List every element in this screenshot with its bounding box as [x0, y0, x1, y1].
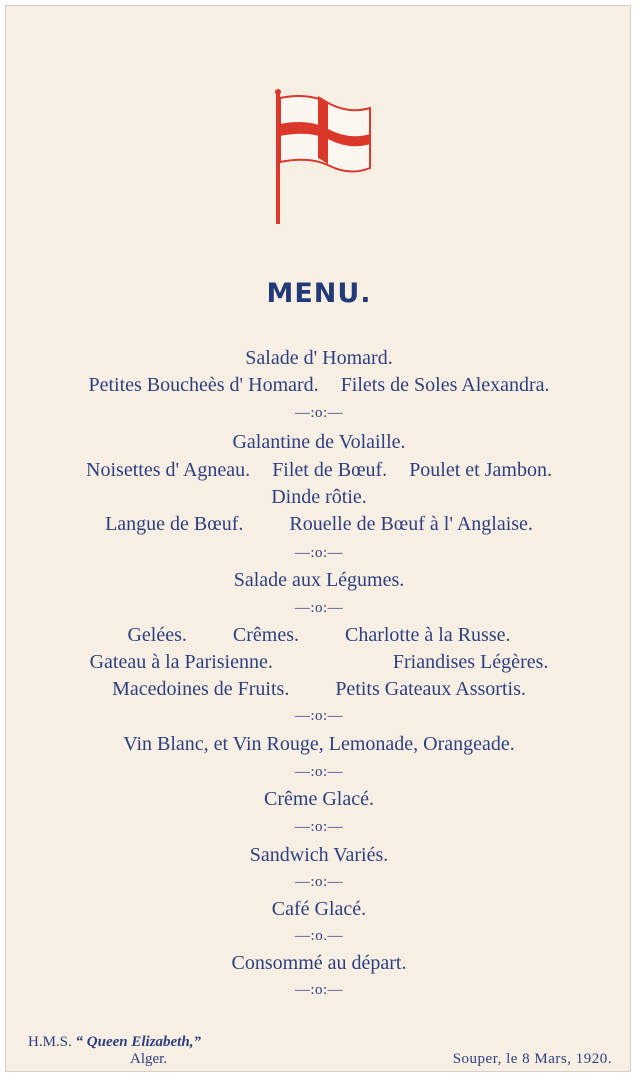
menu-item: Macedoines de Fruits. — [112, 678, 290, 700]
menu-line — [6, 732, 632, 756]
separator-mark: —:o:— — [294, 708, 344, 724]
menu-date: Souper, le 8 Mars, 1920. — [452, 1051, 612, 1067]
menu-line — [6, 485, 632, 509]
separator — [6, 596, 632, 620]
menu-line — [6, 623, 632, 647]
menu-item: Noisettes d' Agneau. — [86, 459, 251, 481]
menu-line — [6, 951, 632, 975]
menu-item: Vin Blanc, et Vin Rouge, Lemonade, Orangeade. — [123, 733, 515, 755]
menu-item: Café Glacé. — [271, 898, 367, 920]
separator-mark: —:o:— — [294, 819, 344, 835]
menu-item: Petites Boucheès d' Homard. — [88, 374, 319, 396]
ship-name: “ Queen Elizabeth,” — [75, 1034, 201, 1050]
menu-line — [6, 787, 632, 811]
place-name: Alger. — [130, 1051, 168, 1067]
menu-line — [6, 897, 632, 921]
separator — [6, 978, 632, 1002]
ship-prefix: H.M.S. — [28, 1034, 72, 1050]
menu-line — [6, 843, 632, 867]
menu-line — [6, 650, 632, 674]
menu-item: Filets de Soles Alexandra. — [340, 374, 550, 396]
separator-mark: —:o:— — [294, 545, 344, 561]
separator — [6, 870, 632, 894]
separator — [6, 541, 632, 565]
menu-item: Langue de Bœuf. — [105, 513, 244, 535]
separator — [6, 760, 632, 784]
separator — [6, 704, 632, 728]
separator-mark: —:o.— — [295, 928, 343, 944]
menu-line — [6, 373, 632, 397]
menu-item: Crême Glacé. — [264, 788, 374, 810]
separator-mark: —:o:— — [294, 982, 344, 998]
menu-item: Gateau à la Parisienne. — [89, 651, 273, 673]
menu-line — [6, 346, 632, 370]
menu-item: Friandises Légères. — [392, 651, 549, 673]
menu-card — [5, 5, 631, 1072]
menu-item: Petits Gateaux Assortis. — [335, 678, 526, 700]
menu-item: Sandwich Variés. — [249, 844, 389, 866]
menu-line — [6, 430, 632, 454]
menu-item: Salade d' Homard. — [245, 347, 393, 369]
menu-item: Gelées. — [127, 624, 187, 646]
separator — [6, 924, 632, 948]
separator-mark: —:o:— — [294, 874, 344, 890]
menu-item: Dinde rôtie. — [271, 486, 367, 508]
menu-item: Crêmes. — [232, 624, 299, 646]
menu-line — [6, 458, 632, 482]
ship-signature — [28, 1034, 201, 1068]
menu-line — [6, 512, 632, 536]
menu-item: Galantine de Volaille. — [232, 431, 406, 453]
st-george-flag-icon — [270, 84, 380, 224]
menu-line — [6, 568, 632, 592]
separator-mark: —:o:— — [294, 600, 344, 616]
menu-item: Filet de Bœuf. — [272, 459, 388, 481]
separator-mark: —:o:— — [294, 405, 344, 421]
separator — [6, 401, 632, 425]
menu-item: Charlotte à la Russe. — [344, 624, 511, 646]
menu-item: Consommé au départ. — [231, 952, 407, 974]
menu-item: Poulet et Jambon. — [409, 459, 552, 481]
menu-item: Salade aux Légumes. — [233, 569, 405, 591]
separator-mark: —:o:— — [294, 764, 344, 780]
menu-title: MENU. — [266, 278, 372, 309]
menu-line — [6, 677, 632, 701]
separator — [6, 815, 632, 839]
menu-item: Rouelle de Bœuf à l' Anglaise. — [289, 513, 533, 535]
